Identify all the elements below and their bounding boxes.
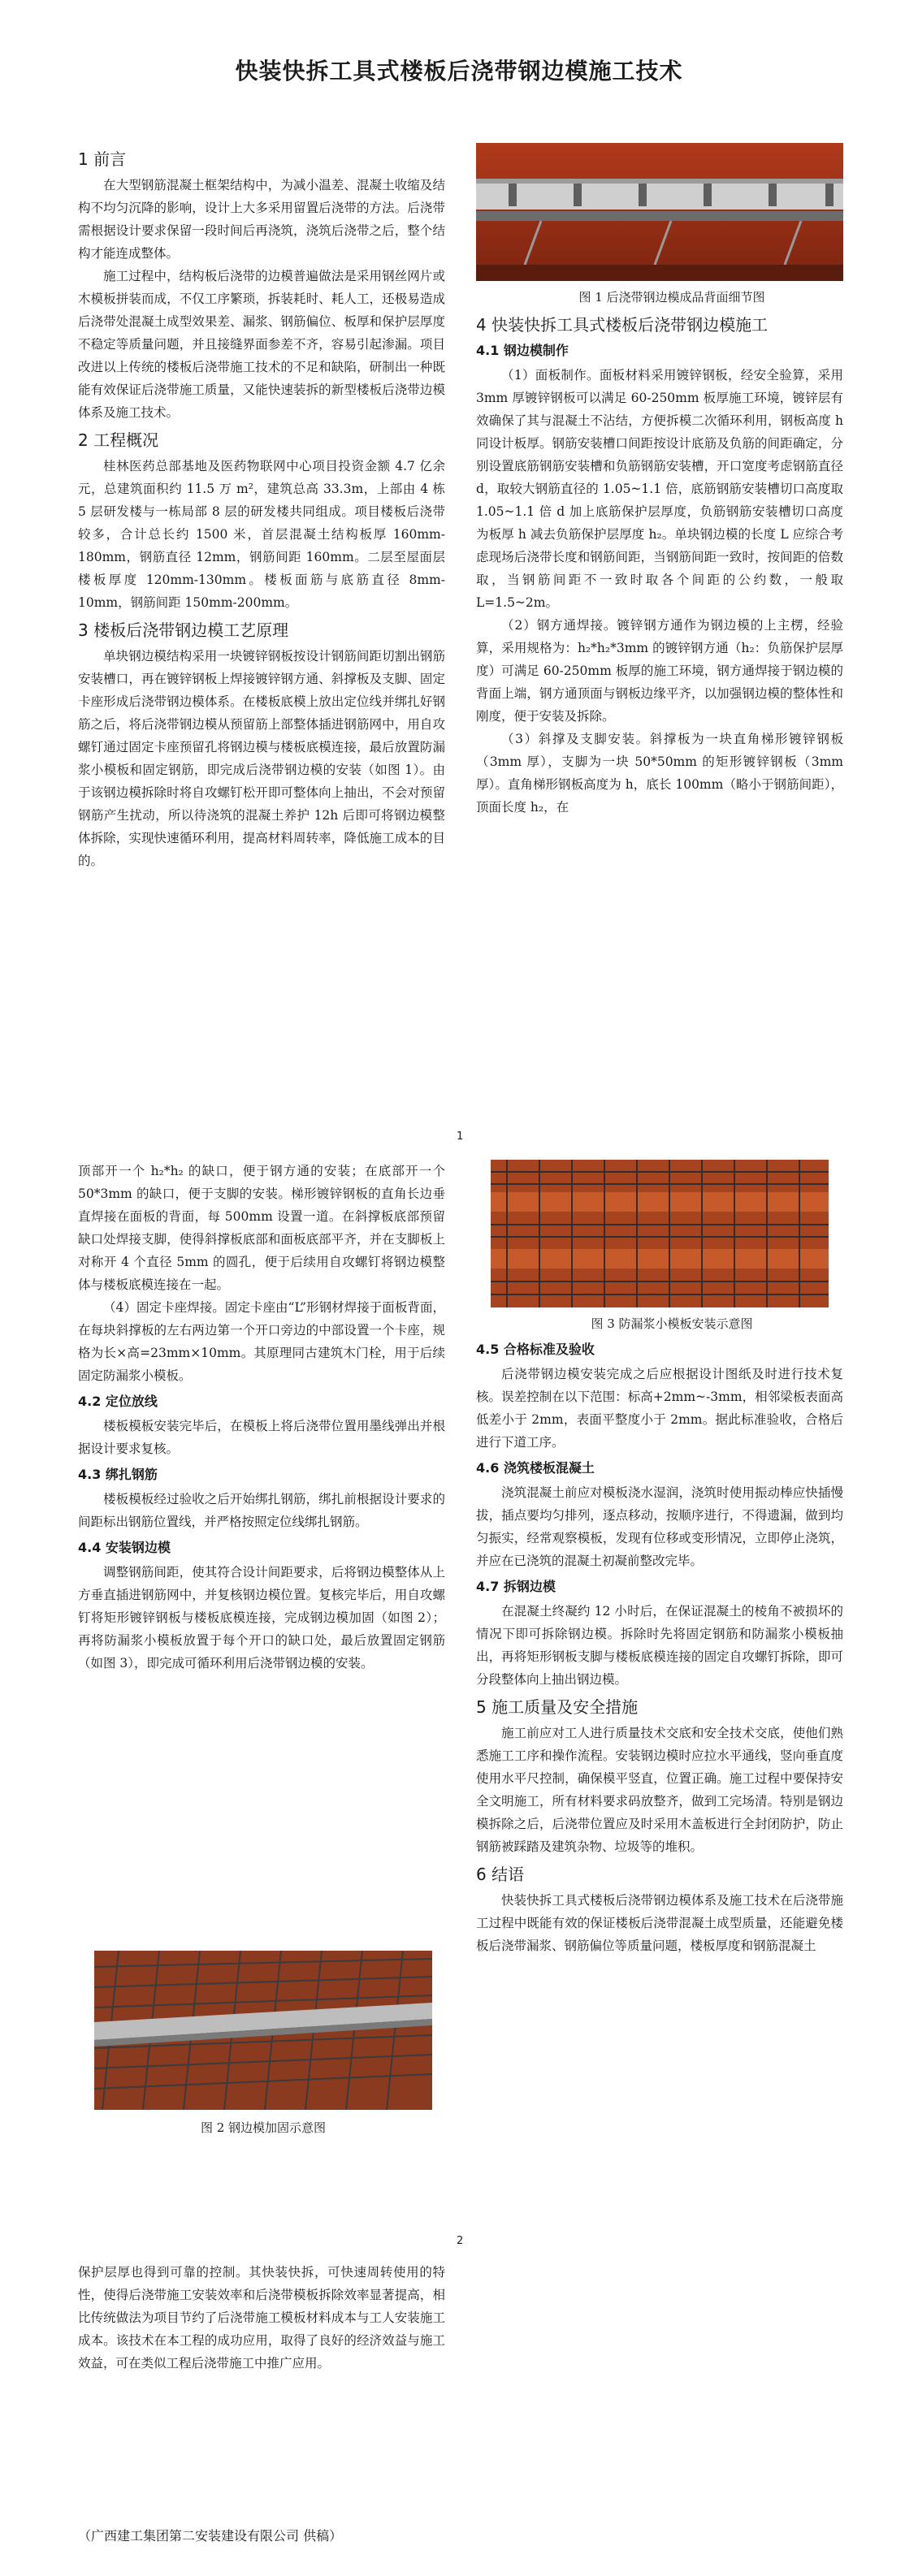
- figure-2-caption: 图 2 钢边模加固示意图: [200, 2120, 327, 2135]
- body-paragraph: 保护层厚也得到可靠的控制。其快装快拆，可快速周转使用的特性，使得后浇带施工安装效率和后浇带模板拆除效率显著提高，相比传统做法为项目节约了后浇带施工模板材料成本与工人安装施工成本。该技术在本工程的成功应用，取得了良好的经济效益与施工效益，可在类似工程后浇带施工中推广应用。: [78, 2265, 445, 2371]
- body-paragraph: 施工过程中，结构板后浇带的边模普遍做法是采用钢丝网片或木模板拼装而成，不仅工序繁琐，拆装耗时、耗人工，还极易造成后浇带处混凝土成型效果差、漏浆、钢筋偏位、板厚和保护层厚度不稳定等质量问题，并且接缝界面参差不齐，容易引起渗漏。项目改进以上传统的楼板后浇带施工技术的不足和缺陷，研制出一种既能有效保证后浇带施工质量，又能快速装拆的新型楼板后浇带边模体系及施工技术。: [78, 269, 445, 420]
- subsection-heading: 4.4 安装钢边模: [78, 1540, 171, 1555]
- body-paragraph: 楼板模板经过验收之后开始绑扎钢筋，绑扎前根据设计要求的间距标出钢筋位置线，并严格按照定位线绑扎钢筋。: [78, 1492, 445, 1529]
- body-paragraph: 在混凝土终凝约 12 小时后，在保证混凝土的棱角不被损坏的情况下即可拆除钢边模。拆除时先将固定钢筋和防漏浆小模板抽出，再将矩形钢板支脚与楼板底模连接的固定自攻螺钉拆除，即可分段整体向上抽出钢边模。: [476, 1604, 843, 1687]
- section-heading: 1 前言: [78, 149, 127, 169]
- body-paragraph: 单块钢边模结构采用一块镀锌钢板按设计钢筋间距切割出钢筋安装槽口，再在镀锌钢板上焊接镀锌钢方通、斜撑板及支脚、固定卡座形成后浇带钢边模体系。在楼板底模上放出定位线并绑扎好钢筋之后，将后浇带钢边模从预留筋上部整体插进钢筋网中，用自攻螺钉通过固定卡座预留孔将钢边模与楼板底模连接，最后放置防漏浆小模板和固定钢筋，即完成后浇带钢边模的安装（如图 1）。由于该钢边模拆除时将自攻螺钉松开即可整体向上抽出，不会对预留钢筋产生扰动，所以待浇筑的混凝土养护 12h 后即可将钢边模整体拆除，实现快速循环利用，提高材料周转率，降低施工成本的目的。: [78, 649, 445, 868]
- document-title: 快装快拆工具式楼板后浇带钢边模施工技术: [235, 58, 683, 84]
- body-paragraph: （1）面板制作。面板材料采用镀锌钢板，经安全验算，采用 3mm 厚镀锌钢板可以满足 60-250mm 板厚施工环境，镀锌层有效确保了其与混凝土不沾结，方便拆模二次循环利用，钢板高度 h 同设计板厚。钢筋安装槽口间距按设计底筋及负筋的间距确定，分别设置底筋钢筋安装槽和负筋钢筋安装槽，开口宽度考虑钢筋直径 d，取较大钢筋直径的 1.05~1.1 倍，底筋钢筋安装槽切口高度取 1.05~1.1 倍 d 加上底筋保护层厚度，负筋钢筋安装槽切口高度为板厚 h 减去负筋保护层厚度 h₂。单块钢边模的长度 L 应综合考虑现场后浇带长度和钢筋间距，当钢筋间距一致时，按间距的倍数取，当钢筋间距不一致时取各个间距的公约数，一般取 L=1.5~2m。: [476, 368, 843, 610]
- body-paragraph: （4）固定卡座焊接。固定卡座由“L”形钢材焊接于面板背面，在每块斜撑板的左右两边第一个开口旁边的中部设置一个卡座，规格为长×高=23mm×10mm。其原理同古建筑木门栓，用于后续固定防漏浆小模板。: [78, 1300, 445, 1383]
- subsection-heading: 4.1 钢边模制作: [476, 343, 569, 358]
- credit-line: （广西建工集团第二安装建设有限公司 供稿）: [78, 2528, 343, 2544]
- figure-caption: 图 1 后浇带钢边模成品背面细节图: [578, 290, 765, 305]
- page1-right-column: [476, 143, 843, 819]
- figure-2-block: [94, 1951, 432, 2139]
- body-paragraph: （2）钢方通焊接。镀锌钢方通作为钢边模的上主楞，经验算，采用规格为：h₂*h₂*3mm 的镀锌钢方通（h₂：负筋保护层厚度）可满足 60-250mm 板厚的施工环境，钢方通焊接于钢边模的背面上端，钢方通顶面与钢板边缘平齐，以加强钢边模的整体性和刚度，便于安装及拆除。: [476, 618, 843, 724]
- body-paragraph: 调整钢筋间距，使其符合设计间距要求，后将钢边模整体从上方垂直插进钢筋网中，并复核钢边模位置。复核完毕后，用自攻螺钉将矩形镀锌钢板与楼板底模连接，完成钢边模加固（如图 2）；再将防漏浆小模板放置于每个开口的缺口处，最后放置固定钢筋（如图 3），即完成可循环利用后浇带钢边模的安装。: [78, 1565, 445, 1671]
- section-heading: 6 结语: [476, 1865, 525, 1884]
- page2-right-column: [476, 1160, 843, 1957]
- subsection-heading: 4.7 拆钢边模: [476, 1579, 556, 1594]
- body-paragraph: 顶部开一个 h₂*h₂ 的缺口，便于钢方通的安装；在底部开一个 50*3mm 的缺口，便于支脚的安装。梯形镀锌钢板的直角长边垂直焊接在面板的背面，每 500mm 设置一道。在斜撑板底部预留缺口处焊接支脚，使得斜撑板底部和面板底部平齐，并在支脚板上对称开 4 个直径 5mm 的圆孔，便于后续用自攻螺钉将钢边模整体与楼板底模连接在一起。: [78, 1164, 445, 1292]
- section-heading: 4 快装快拆工具式楼板后浇带钢边模施工: [476, 315, 769, 335]
- figure-caption: 图 3 防漏浆小模板安装示意图: [591, 1316, 753, 1331]
- section-heading: 3 楼板后浇带钢边模工艺原理: [78, 620, 289, 640]
- section-heading: 5 施工质量及安全措施: [476, 1697, 639, 1717]
- page-number-2: 2: [457, 2235, 464, 2247]
- section-heading: 2 工程概况: [78, 430, 159, 450]
- subsection-heading: 4.2 定位放线: [78, 1394, 158, 1409]
- page2-left-column: [78, 1160, 445, 1675]
- body-paragraph: 浇筑混凝土前应对模板浇水湿润，浇筑时使用振动棒应快插慢拔，插点要均匀排列，逐点移动，按顺序进行，不得遗漏，做到均匀振实，经常观察模板，发现有位移或变形情况，立即停止浇筑，并应在已浇筑的混凝土初凝前整改完毕。: [476, 1485, 843, 1568]
- subsection-heading: 4.3 绑扎钢筋: [78, 1467, 158, 1482]
- body-paragraph: 施工前应对工人进行质量技术交底和安全技术交底，使他们熟悉施工工序和操作流程。安装钢边模时应拉水平通线，竖向垂直度使用水平尺控制，确保模平竖直，位置正确。施工过程中要保持安全文明施工，所有材料要求码放整齐，做到工完场清。特别是钢边模拆除之后，后浇带位置应及时采用木盖板进行全封闭防护，防止钢筋被踩踏及建筑杂物、垃圾等的堆积。: [476, 1726, 843, 1854]
- figure-1-photo: [476, 143, 843, 281]
- page3-left-column: [78, 2261, 445, 2375]
- body-paragraph: （3）斜撑及支脚安装。斜撑板为一块直角梯形镀锌钢板（3mm 厚），支脚为一块 50*50mm 的矩形镀锌钢板（3mm 厚）。直角梯形钢板高度为 h，底长 100mm（略小于钢筋间距），顶面长度 h₂，在: [476, 732, 843, 815]
- figure-2-photo: [94, 1951, 432, 2110]
- subsection-heading: 4.5 合格标准及验收: [476, 1342, 595, 1357]
- page-number-1: 1: [457, 1130, 464, 1143]
- subsection-heading: 4.6 浇筑楼板混凝土: [476, 1460, 595, 1476]
- body-paragraph: 楼板模板安装完毕后，在模板上将后浇带位置用墨线弹出并根据设计要求复核。: [78, 1419, 445, 1456]
- page1-left-column: [78, 143, 445, 872]
- body-paragraph: 快装快拆工具式楼板后浇带钢边模体系及施工技术在后浇带施工过程中既能有效的保证楼板后浇带混凝土成型质量，还能避免楼板后浇带漏浆、钢筋偏位等质量问题，楼板厚度和钢筋混凝土: [476, 1893, 843, 1953]
- body-paragraph: 后浇带钢边模安装完成之后应根据设计图纸及时进行技术复核。误差控制在以下范围：标高+2mm~-3mm，相邻梁板表面高低差小于 2mm，表面平整度小于 2mm。据此标准验收，合格后进行下道工序。: [476, 1367, 843, 1450]
- body-paragraph: 在大型钢筋混凝土框架结构中，为减小温差、混凝土收缩及结构不均匀沉降的影响，设计上大多采用留置后浇带的方法。后浇带需根据设计要求保留一段时间后再浇筑，浇筑后浇带之后，整个结构才能连成整体。: [78, 178, 445, 261]
- figure-3-photo: [491, 1160, 829, 1307]
- body-paragraph: 桂林医药总部基地及医药物联网中心项目投资金额 4.7 亿余元，总建筑面积约 11.5 万 m²，建筑总高 33.3m，上部由 4 栋 5 层研发楼与一栋局部 8 层的研发楼共同组成。项目楼板后浇带较多，合计总长约 1500 米，首层混凝土结构板厚 160mm-180mm，钢筋直径 12mm，钢筋间距 160mm。二层至屋面层楼板厚度 120mm-130mm。楼板面筋与底筋直径 8mm-10mm，钢筋间距 150mm-200mm。: [78, 459, 445, 610]
